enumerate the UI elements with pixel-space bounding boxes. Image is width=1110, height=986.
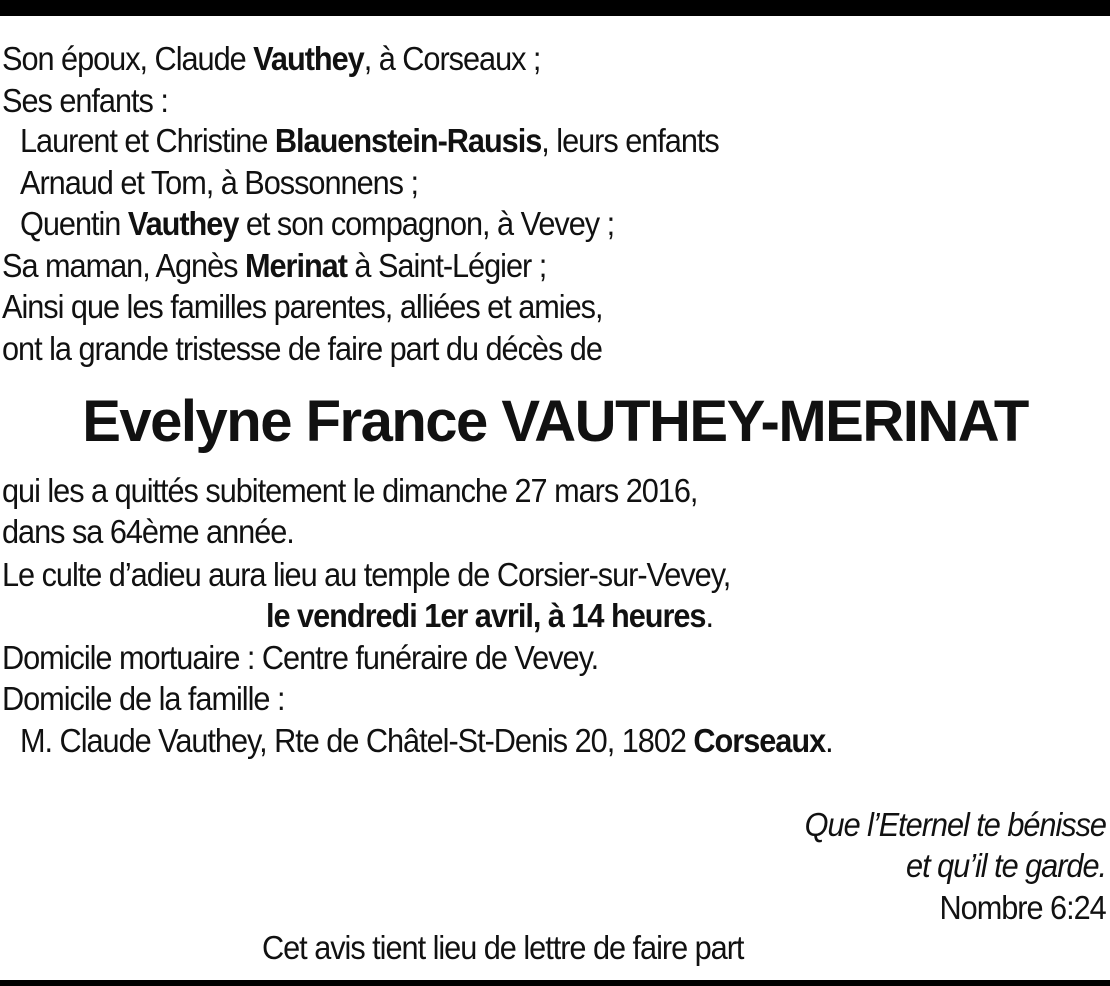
announcement-line-spouse	[2, 38, 540, 80]
details-line-family-home-heading: Domicile de la famille :	[2, 680, 285, 717]
service-datetime: le vendredi 1er avril, à 14 heures	[266, 597, 706, 634]
city: Corseaux	[693, 722, 826, 759]
surname: Merinat	[244, 247, 347, 284]
text: .	[705, 597, 713, 634]
verse-line-2: et qu’il te garde.	[906, 847, 1106, 884]
announcement-line-intro: ont la grande tristesse de faire part du décès de	[2, 330, 602, 367]
text: Son époux, Claude	[2, 40, 254, 77]
text: Sa maman, Agnès	[2, 247, 245, 284]
text: Quentin	[20, 205, 128, 242]
announcement-line-child-1	[20, 120, 719, 162]
announcement-line-children-heading: Ses enfants :	[2, 82, 168, 119]
details-line-family-address	[20, 720, 833, 762]
footer-note: Cet avis tient lieu de lettre de faire part	[262, 929, 744, 966]
text: .	[825, 722, 833, 759]
bottom-rule	[0, 980, 1110, 986]
surname: Vauthey	[127, 205, 239, 242]
announcement-line-grandchildren: Arnaud et Tom, à Bossonnens ;	[20, 164, 418, 201]
text: M. Claude Vauthey, Rte de Châtel-St-Denis 20, 1802	[20, 722, 694, 759]
text: Laurent et Christine	[20, 122, 275, 159]
text: et son compagnon, à Vevey ;	[238, 205, 615, 242]
announcement-line-families: Ainsi que les familles parentes, alliées et amies,	[2, 288, 603, 325]
text: , à Corseaux ;	[363, 40, 541, 77]
details-line-death-date: qui les a quittés subitement le dimanche 27 mars 2016,	[2, 472, 698, 509]
announcement-line-mother	[2, 245, 546, 287]
verse-line-1: Que l’Eternel te bénisse	[804, 806, 1106, 843]
details-line-mortuary: Domicile mortuaire : Centre funéraire de Vevey.	[2, 639, 599, 676]
announcement-line-child-2	[20, 203, 614, 245]
surname: Blauenstein-Rausis	[274, 122, 542, 159]
details-line-age: dans sa 64ème année.	[2, 513, 294, 550]
text: , leurs enfants	[541, 122, 719, 159]
surname: Vauthey	[253, 40, 364, 77]
text: à Saint-Légier ;	[346, 247, 547, 284]
verse-reference: Nombre 6:24	[939, 889, 1106, 926]
details-line-service-date	[266, 595, 713, 637]
deceased-name: Evelyne France VAUTHEY-MERINAT	[82, 389, 1028, 454]
details-line-service: Le culte d’adieu aura lieu au temple de Corsier-sur-Vevey,	[2, 556, 731, 593]
